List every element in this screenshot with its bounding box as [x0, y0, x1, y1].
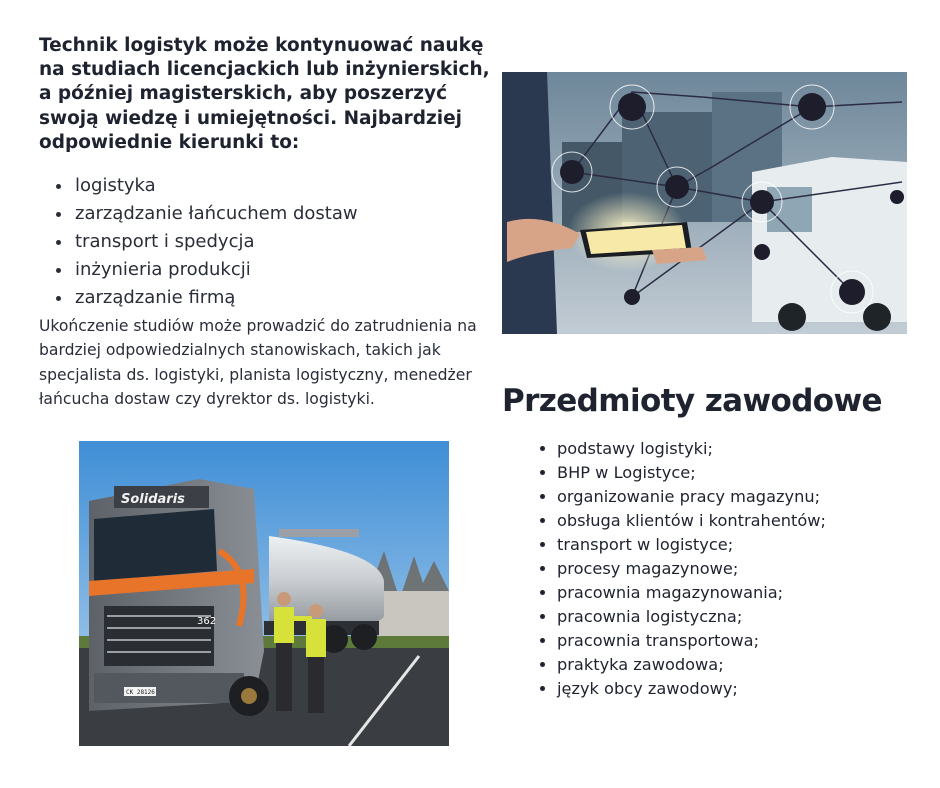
- list-item: • podstawy logistyki;: [557, 437, 826, 461]
- license-plate: CK 28126: [126, 689, 155, 696]
- list-item: • zarządzanie łańcuchem dostaw: [73, 200, 358, 228]
- fields-of-study-list: [51, 172, 358, 312]
- truck-number: 362: [197, 616, 217, 627]
- list-item: • praktyka zawodowa;: [557, 653, 826, 677]
- logistics-network-photo: [502, 72, 907, 334]
- list-item: • pracownia logistyczna;: [557, 605, 826, 629]
- outro-paragraph: Ukończenie studiów może prowadzić do zatrudnienia na bardziej odpowiedzialnych stanowiskach, takich jak specjalista ds. logistyki, planista logistyczny, menedżer łańcucha dostaw czy dyrektor ds. logistyki.: [39, 317, 477, 408]
- list-item: • procesy magazynowe;: [557, 557, 826, 581]
- list-item: • organizowanie pracy magazynu;: [557, 485, 826, 509]
- truck-photo: [79, 441, 449, 746]
- list-item: • transport w logistyce;: [557, 533, 826, 557]
- list-item: • inżynieria produkcji: [73, 256, 358, 284]
- worker-figure: [306, 604, 326, 713]
- list-item: • BHP w Logistyce;: [557, 461, 826, 485]
- subjects-list: [537, 437, 826, 701]
- list-item: • transport i spedycja: [73, 228, 358, 256]
- subjects-heading: Przedmioty zawodowe: [502, 383, 882, 419]
- list-item: • zarządzanie firmą: [73, 284, 358, 312]
- list-item: • pracownia transportowa;: [557, 629, 826, 653]
- truck-brand-label: Solidaris: [121, 492, 185, 507]
- list-item: • logistyka: [73, 172, 358, 200]
- list-item: • pracownia magazynowania;: [557, 581, 826, 605]
- intro-paragraph: Technik logistyk może kontynuować naukę na studiach licencjackich lub inżynierskich, a później magisterskich, aby poszerzyć swoją wiedzę i umiejętności. Najbardziej odpowiednie kierunki to:: [39, 35, 490, 153]
- list-item: • język obcy zawodowy;: [557, 677, 826, 701]
- list-item: • obsługa klientów i kontrahentów;: [557, 509, 826, 533]
